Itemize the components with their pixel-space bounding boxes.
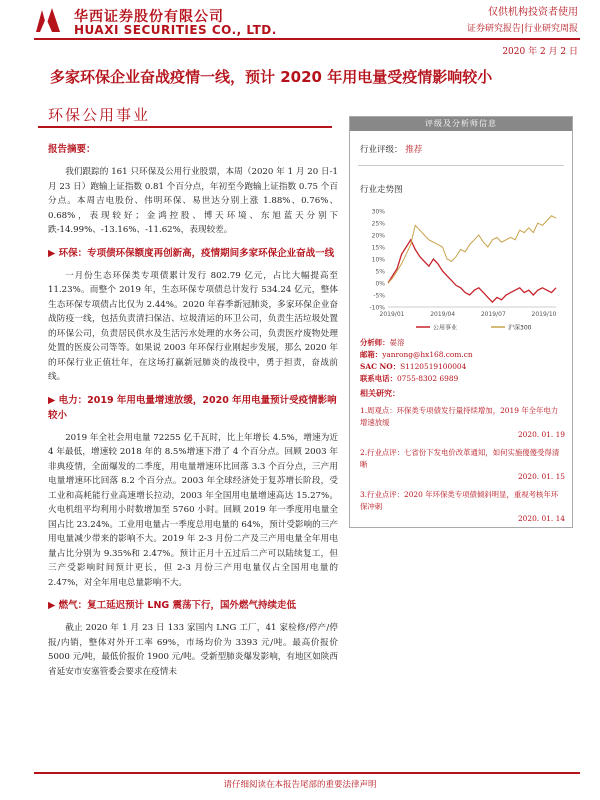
trend-label: 行业走势图	[360, 185, 403, 195]
sidebar-divider	[358, 165, 564, 166]
related-item[interactable]: 3.行业点评：2020 年环保类专项债倾斜明显，重视考核年环保冲刺	[360, 490, 559, 511]
section-body-gas: 截止 2020 年 1 月 23 日 133 家国内 LNG 工厂，41 家检修/停产/停报/内销，整体对外开工率 69%，市场均价为 3393 元/吨。最高价报价 5000 元/吨，最低价报价 1900 元/吨。受新型肺炎爆发影响，有地区如陕西省延安市安塞管委会要求在疫情未	[48, 623, 338, 677]
footer-divider	[34, 772, 580, 774]
phone-label: 联系电话：	[360, 374, 397, 383]
y-tick-label: -10%	[369, 304, 385, 312]
report-title: 多家环保企业奋战疫情一线，预计 2020 年用电量受疫情影响较小	[50, 68, 493, 86]
analyst-email[interactable]: yanrong@hx168.com.cn	[382, 350, 473, 359]
related-item-date: 2020. 01. 19	[517, 430, 565, 439]
series-line-0	[388, 240, 556, 302]
series-line-1	[388, 216, 556, 283]
company-name-cn: 华西证券股份有限公司	[74, 9, 224, 25]
related-item[interactable]: 2.行业点评：七省份下发电价改革通知，如何实施傻傻受得清晰	[360, 448, 560, 469]
footer-disclaimer: 请仔细阅读在本报告尾部的重要法律声明	[223, 780, 377, 790]
y-tick-label: 25%	[371, 220, 385, 228]
section-heading-env: ▶ 环保：专项债环保额度再创新高，疫情期间多家环保企业奋战一线	[48, 247, 335, 259]
email-label: 邮箱：	[360, 350, 383, 359]
abstract-label: 报告摘要：	[48, 144, 96, 155]
industry-rating	[360, 143, 422, 155]
y-tick-label: -5%	[373, 292, 385, 300]
related-item-date: 2020. 01. 14	[517, 514, 565, 523]
analyst-name: 晏溶	[389, 338, 405, 347]
analyst-info	[360, 337, 565, 525]
y-tick-label: 20%	[371, 232, 385, 240]
report-header	[0, 0, 600, 60]
industry-name: 环保公用事业	[48, 106, 151, 124]
y-tick-label: 15%	[371, 244, 385, 252]
analyst-label: 分析师：	[360, 338, 390, 347]
x-tick-label: 2019/10	[531, 311, 557, 318]
company-name-en: HUAXI SECURITIES CO., LTD.	[74, 23, 277, 37]
related-item[interactable]: 1.周观点：环保类专项债发行量持续增加，2019 年全年电力增速放缓	[360, 406, 559, 427]
sac-label: SAC NO：	[360, 362, 401, 371]
x-tick-label: 2019/04	[430, 311, 456, 318]
x-tick-label: 2019/07	[480, 311, 506, 318]
analyst-sac: S1120519100004	[400, 362, 467, 371]
industry-trend-chart	[356, 203, 566, 343]
y-tick-label: 0%	[375, 280, 385, 288]
legend-label: 沪深300	[508, 324, 532, 332]
related-research-title: 相关研究：	[360, 388, 400, 398]
abstract-intro: 我们跟踪的 161 只环保及公用行业股票，本周（2020 年 1 月 20 日-1 月 23 日）跑输上证指数 0.81 个百分点，年初至今跑输上证指数 0.75 个百分点。本周吉电股份、伟明环保、易世达分别上涨 1.88%、0.76%、0.68%，表现较好；金鸿控股、博天环境、东旭蓝天分别下跌-14.99%、-13.16%、-11.62%，表现较差。	[48, 167, 338, 235]
x-tick-label: 2019/01	[379, 311, 405, 318]
rating-label: 行业评级：	[360, 145, 403, 155]
related-item-date: 2020. 01. 15	[517, 472, 565, 481]
section-heading-power: ▶ 电力：2019 年用电量增速放缓，2020 年用电量预计受疫情影响较小	[48, 394, 337, 421]
report-date: 2020 年 2 月 2 日	[502, 47, 578, 57]
report-type-tag: 证券研究报告|行业研究周报	[466, 24, 578, 34]
section-heading-gas: ▶ 燃气：复工延迟预计 LNG 震荡下行，国外燃气持续走低	[48, 600, 297, 611]
sidebar-header: 评级及分析师信息	[350, 117, 572, 131]
y-tick-label: 5%	[375, 268, 385, 276]
legend-label: 公用事业	[433, 324, 458, 332]
y-tick-label: 30%	[371, 208, 385, 216]
y-tick-label: 10%	[371, 256, 385, 264]
section-body-power: 2019 年全社会用电量 72255 亿千瓦时，比上年增长 4.5%，增速为近 4 年最低，增速较 2018 年的 8.5%增速下滑了 4 个百分点。回顾 2003 年非典疫情，全面爆发的二季度，用电量增速环比回落 3.3 个百分点，三产用电量增速环比回落 8.2 个百分点。2003 年全球经济处于复苏增长阶段，受工业和高耗能行业高速增长拉动，2003 年全国用电量增速高达 15.27%。火电机组平均利用小时数增加至 5760 小时。回顾 2019 年一季度用电量全国占比 23.24%。工业用电量占一季度总用电量的 64%，预计受影响的三产用电量减少带来的影响不大。2019 年 2-3 月份二产及三产用电量全年用电量占比分别为 9.35%和 2.47%。预计正月十五过后二产可以陆续复工，但三产受影响时间预计更长，但 2-3 月份三产用电量仅占全国用电量的 2.47%，对全年用电总量影响不大。	[48, 432, 338, 588]
huaxi-logo-icon	[34, 6, 64, 34]
header-divider	[34, 38, 580, 40]
rating-sidebar	[349, 116, 573, 528]
audience-tag: 仅供机构投资者使用	[488, 7, 578, 18]
section-body-env: 一月份生态环保类专项债累计发行 802.79 亿元，占比大幅提高至 11.23%。而整个 2019 年，生态环保专项债总计发行 534.24 亿元，整体生态环保专项债占比仅为 2.44%。2020 年春季新冠肺炎，多家环保企业奋战防疫一线，包括负责清扫保洁、垃圾清运的环卫公司，负责生活垃圾处置的环保公司，负责居民供水及生活污水处理的水务公司，负责医疗废物处理处置的医废公司等等。如果说 2003 年环保行业刚起步发展，那么 2020 年的环保行业正值壮年，在这场打赢新冠肺炎的战役中，勇于担责，奋战前线。	[48, 270, 338, 382]
industry-divider	[38, 126, 332, 128]
analyst-phone: 0755-8302 6989	[396, 374, 459, 383]
abstract-column	[48, 142, 338, 679]
rating-value: 推荐	[405, 145, 423, 155]
